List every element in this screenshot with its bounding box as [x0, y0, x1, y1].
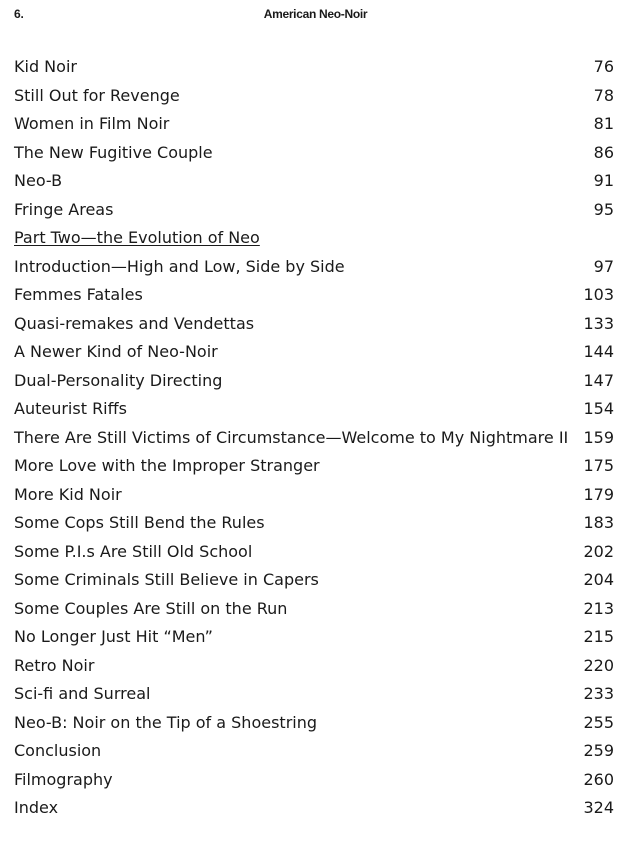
chapter-title: More Love with the Improper Stranger	[14, 456, 320, 475]
page-ref: 220	[583, 655, 614, 675]
toc-entry	[14, 310, 614, 339]
chapter-title: Dual-Personality Directing	[14, 370, 223, 390]
toc-entry	[14, 481, 614, 510]
page-ref: 97	[593, 256, 614, 276]
toc-entry	[14, 139, 614, 168]
page-ref: 255	[583, 712, 614, 732]
page-ref: 215	[583, 627, 614, 646]
toc-entry	[14, 652, 614, 681]
toc-entry	[14, 281, 614, 310]
toc-entry	[14, 452, 614, 481]
toc-section-heading	[14, 224, 614, 253]
toc-entry	[14, 53, 614, 82]
running-head: American Neo-Noir	[263, 7, 368, 21]
toc-entry	[14, 566, 614, 595]
chapter-title: Kid Noir	[14, 57, 77, 76]
page-ref: 175	[583, 456, 614, 475]
chapter-title: No Longer Just Hit “Men”	[14, 627, 213, 646]
page-ref: 213	[583, 598, 614, 618]
toc-entry	[14, 110, 614, 139]
page-ref: 204	[583, 570, 614, 589]
page-number: 6.	[14, 7, 24, 21]
toc-entry	[14, 737, 614, 766]
chapter-title: Filmography	[14, 769, 113, 789]
page-ref: 144	[583, 342, 614, 361]
page-ref: 133	[583, 313, 614, 333]
toc-entry	[14, 538, 614, 567]
chapter-title: Some Couples Are Still on the Run	[14, 598, 288, 618]
chapter-title: Some P.I.s Are Still Old School	[14, 541, 253, 561]
page-ref: 86	[593, 142, 614, 162]
chapter-title: Sci-fi and Surreal	[14, 684, 151, 703]
chapter-title: Auteurist Riffs	[14, 399, 127, 418]
page-ref: 76	[593, 57, 614, 76]
page-ref: 154	[583, 399, 614, 418]
toc-entry	[14, 709, 614, 738]
chapter-title: More Kid Noir	[14, 484, 122, 504]
page-ref: 233	[583, 684, 614, 703]
chapter-title: There Are Still Victims of Circumstance—Welcome to My Nightmare II	[14, 427, 569, 447]
chapter-title: Quasi-remakes and Vendettas	[14, 313, 255, 333]
chapter-title: Some Cops Still Bend the Rules	[14, 513, 265, 532]
chapter-title: Femmes Fatales	[14, 285, 143, 304]
page-ref: 324	[583, 798, 614, 817]
section-title: Part Two—the Evolution of Neo	[14, 228, 260, 247]
toc-entry	[14, 253, 614, 282]
page-ref: 179	[583, 484, 614, 504]
toc-entry	[14, 196, 614, 225]
chapter-title: A Newer Kind of Neo-Noir	[14, 342, 218, 361]
page-ref: 147	[583, 370, 614, 390]
toc-entry	[14, 680, 614, 709]
toc-entry	[14, 82, 614, 111]
toc-entry	[14, 509, 614, 538]
page-ref: 183	[583, 513, 614, 532]
toc-entry	[14, 595, 614, 624]
page-ref: 91	[593, 171, 614, 190]
chapter-title: Still Out for Revenge	[14, 85, 180, 105]
toc-entry	[14, 367, 614, 396]
table-of-contents	[14, 53, 614, 823]
chapter-title: Some Criminals Still Believe in Capers	[14, 570, 319, 589]
page-ref: 260	[583, 769, 614, 789]
chapter-title: Neo-B: Noir on the Tip of a Shoestring	[14, 712, 318, 732]
page-ref: 95	[593, 199, 614, 219]
chapter-title: Retro Noir	[14, 655, 95, 675]
chapter-title: Fringe Areas	[14, 199, 114, 219]
page-ref: 159	[583, 427, 614, 447]
toc-entry	[14, 338, 614, 367]
chapter-title: Neo-B	[14, 171, 63, 190]
chapter-title: Introduction—High and Low, Side by Side	[14, 256, 345, 276]
chapter-title: Conclusion	[14, 741, 102, 760]
toc-entry	[14, 167, 614, 196]
toc-entry	[14, 766, 614, 795]
toc-entry	[14, 794, 614, 823]
chapter-title: The New Fugitive Couple	[14, 142, 213, 162]
toc-entry	[14, 395, 614, 424]
page-ref: 78	[593, 85, 614, 105]
page-ref: 259	[583, 741, 614, 760]
chapter-title: Women in Film Noir	[14, 114, 170, 133]
page-ref: 103	[583, 285, 614, 304]
chapter-title: Index	[14, 798, 59, 817]
toc-entry	[14, 623, 614, 652]
page-ref: 81	[593, 114, 614, 133]
page-ref: 202	[583, 541, 614, 561]
toc-entry	[14, 424, 614, 453]
